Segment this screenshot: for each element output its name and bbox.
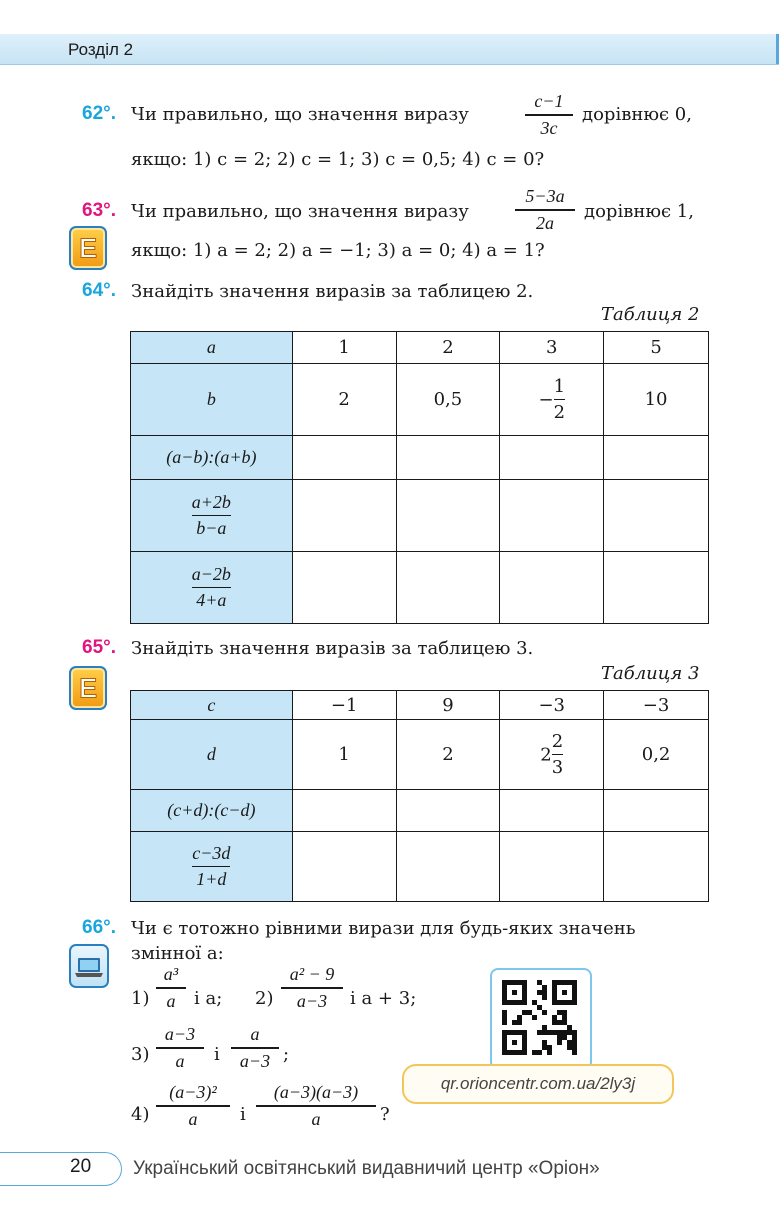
task-62-text-after: дорівнює 0, — [582, 104, 692, 125]
qr-link[interactable]: qr.orioncentr.com.ua/2ly3j — [402, 1064, 674, 1104]
table-cell — [604, 436, 709, 480]
table-cell: −1 — [292, 691, 396, 720]
frac-bar — [281, 987, 343, 989]
table-header-cell — [131, 480, 293, 552]
part-2-label: 2) — [255, 988, 274, 1009]
section-label: Розділ 2 — [68, 40, 134, 59]
task-66-text: Чи є тотожно рівними вирази для будь-яких значень — [131, 918, 636, 939]
part-3-fraction-2 — [231, 1024, 279, 1072]
frac-denominator: a — [175, 1050, 185, 1071]
table-2-caption: Таблиця 2 — [601, 304, 700, 325]
frac-numerator: (a−3)(a−3) — [273, 1082, 359, 1102]
table-row — [131, 832, 709, 902]
table-header-cell: (c+d):(c−d) — [131, 790, 293, 832]
frac-bar — [192, 587, 231, 589]
table-cell: 1 — [292, 720, 396, 790]
frac-numerator: a² − 9 — [289, 964, 335, 984]
table-cell: 5 — [604, 332, 709, 364]
table-cell — [396, 480, 500, 552]
table-cell — [396, 436, 500, 480]
table-cell: −3 — [500, 691, 604, 720]
table-cell — [604, 832, 709, 902]
frac-bar — [156, 987, 186, 989]
minus-sign: − — [538, 389, 554, 410]
table-3-caption: Таблиця 3 — [601, 663, 700, 684]
table-cell — [396, 790, 500, 832]
frac-denominator: b−a — [196, 518, 227, 539]
table-header-cell — [131, 552, 293, 624]
part-4-and: і — [240, 1104, 246, 1125]
cell-fraction — [552, 731, 563, 779]
part-3-end: ; — [283, 1044, 290, 1065]
part-3-label: 3) — [131, 1044, 150, 1065]
part-1-label: 1) — [131, 988, 150, 1009]
frac-bar — [554, 399, 565, 401]
table-cell — [604, 480, 709, 552]
table-cell — [292, 790, 396, 832]
task-66-number: 66°. — [82, 917, 117, 938]
part-1-rest: і a; — [194, 988, 223, 1009]
table-row — [131, 552, 709, 624]
table-cell — [604, 552, 709, 624]
table-cell — [500, 552, 604, 624]
table-row — [131, 720, 709, 790]
frac-denominator: 2a — [536, 212, 554, 233]
table-header-cell — [131, 832, 293, 902]
table-cell — [500, 720, 604, 790]
frac-numerator: 5−3a — [525, 186, 565, 206]
frac-numerator: c−1 — [534, 91, 564, 111]
frac-bar — [156, 1047, 204, 1049]
task-66-variable: змінної a: — [131, 943, 224, 964]
table-cell — [396, 832, 500, 902]
part-3-and: і — [214, 1044, 220, 1065]
table-cell — [500, 480, 604, 552]
task-63-number: 63°. — [82, 200, 117, 221]
table-cell: 2 — [396, 332, 500, 364]
frac-denominator: 3 — [551, 757, 564, 779]
part-4-end: ? — [380, 1104, 390, 1125]
table-row — [131, 790, 709, 832]
table-cell: 2 — [292, 364, 396, 436]
table-header-cell: a — [131, 332, 293, 364]
part-2-rest: і a + 3; — [350, 988, 417, 1009]
table-header-cell: c — [131, 691, 293, 720]
task-63-text: Чи правильно, що значення виразу — [131, 201, 469, 222]
part-2-fraction — [281, 964, 343, 1012]
table-cell — [396, 552, 500, 624]
qr-code-icon[interactable] — [490, 968, 592, 1070]
table-cell: −3 — [604, 691, 709, 720]
frac-numerator: (a−3)² — [169, 1082, 217, 1102]
table-row — [131, 480, 709, 552]
frac-numerator: a+2b — [191, 491, 231, 512]
task-62-number: 62°. — [82, 103, 117, 124]
table-row — [131, 332, 709, 364]
task-63-conditions: якщо: 1) a = 2; 2) a = −1; 3) a = 0; 4) a = 1? — [131, 240, 545, 261]
task-62-text: Чи правильно, що значення виразу — [131, 104, 469, 125]
table-cell — [500, 436, 604, 480]
frac-numerator: a−2b — [191, 563, 231, 584]
cell-fraction — [192, 492, 231, 540]
frac-numerator: 1 — [553, 375, 566, 397]
frac-denominator: a — [166, 990, 176, 1011]
frac-denominator: 4+a — [196, 590, 227, 611]
qr-module — [572, 1050, 577, 1055]
frac-denominator: 1+d — [196, 869, 227, 890]
table-cell — [292, 552, 396, 624]
frac-bar — [525, 114, 573, 116]
cell-fraction — [192, 564, 231, 612]
task-64-text: Знайдіть значення виразів за таблицею 2. — [131, 281, 534, 302]
table-cell: 0,2 — [604, 720, 709, 790]
frac-bar — [515, 209, 575, 211]
footer-bar — [0, 1152, 122, 1186]
frac-denominator: a−3 — [239, 1050, 271, 1071]
frac-bar — [256, 1105, 376, 1107]
frac-numerator: a — [250, 1024, 260, 1044]
task-62-fraction — [525, 91, 573, 139]
table-header-cell: (a−b):(a+b) — [131, 436, 293, 480]
frac-denominator: a−3 — [296, 990, 328, 1011]
task-65-text: Знайдіть значення виразів за таблицею 3. — [131, 638, 534, 659]
table-row — [131, 691, 709, 720]
table-cell — [292, 436, 396, 480]
part-1-fraction — [156, 964, 186, 1012]
publisher-name: Український освітянський видавничий центр «Оріон» — [133, 1158, 600, 1179]
page-number: 20 — [70, 1156, 92, 1177]
laptop-icon — [69, 944, 109, 988]
table-2 — [130, 331, 709, 624]
frac-numerator: c−3d — [192, 842, 231, 863]
cell-fraction — [554, 376, 565, 424]
task-62-conditions: якщо: 1) c = 2; 2) c = 1; 3) c = 0,5; 4) c = 0? — [131, 149, 545, 170]
part-4-label: 4) — [131, 1104, 150, 1125]
part-4-fraction-2 — [256, 1082, 376, 1130]
table-cell — [292, 480, 396, 552]
table-row — [131, 364, 709, 436]
frac-numerator: a³ — [163, 964, 179, 984]
frac-bar — [156, 1105, 230, 1107]
table-3 — [130, 690, 709, 902]
table-cell: 9 — [396, 691, 500, 720]
frac-numerator: 2 — [551, 730, 564, 752]
table-cell: 0,5 — [396, 364, 500, 436]
frac-denominator: a — [188, 1108, 198, 1129]
table-cell — [500, 832, 604, 902]
part-4-fraction-1 — [156, 1082, 230, 1130]
task-63-fraction — [515, 186, 575, 234]
qr-code-pattern — [502, 980, 577, 1055]
frac-bar — [552, 754, 563, 756]
e-badge-icon: E — [69, 666, 107, 710]
task-63-text-after: дорівнює 1, — [584, 201, 694, 222]
table-header-cell: d — [131, 720, 293, 790]
table-cell: 10 — [604, 364, 709, 436]
cell-fraction — [192, 843, 230, 891]
e-badge-icon: E — [69, 226, 107, 270]
frac-bar — [192, 866, 230, 868]
table-row — [131, 436, 709, 480]
table-cell — [292, 832, 396, 902]
frac-denominator: 2 — [553, 402, 566, 424]
frac-bar — [192, 515, 231, 517]
part-3-fraction-1 — [156, 1024, 204, 1072]
task-64-number: 64°. — [82, 280, 117, 301]
task-65-number: 65°. — [82, 637, 117, 658]
frac-denominator: 3c — [540, 117, 558, 138]
table-cell — [500, 364, 604, 436]
table-cell: 3 — [500, 332, 604, 364]
table-cell: 2 — [396, 720, 500, 790]
laptop-icon-svg — [71, 946, 107, 986]
table-cell — [500, 790, 604, 832]
frac-numerator: a−3 — [164, 1024, 196, 1044]
table-header-cell: b — [131, 364, 293, 436]
frac-denominator: a — [311, 1108, 321, 1129]
frac-bar — [231, 1047, 279, 1049]
mixed-whole: 2 — [540, 744, 552, 765]
table-cell: 1 — [292, 332, 396, 364]
table-cell — [604, 790, 709, 832]
